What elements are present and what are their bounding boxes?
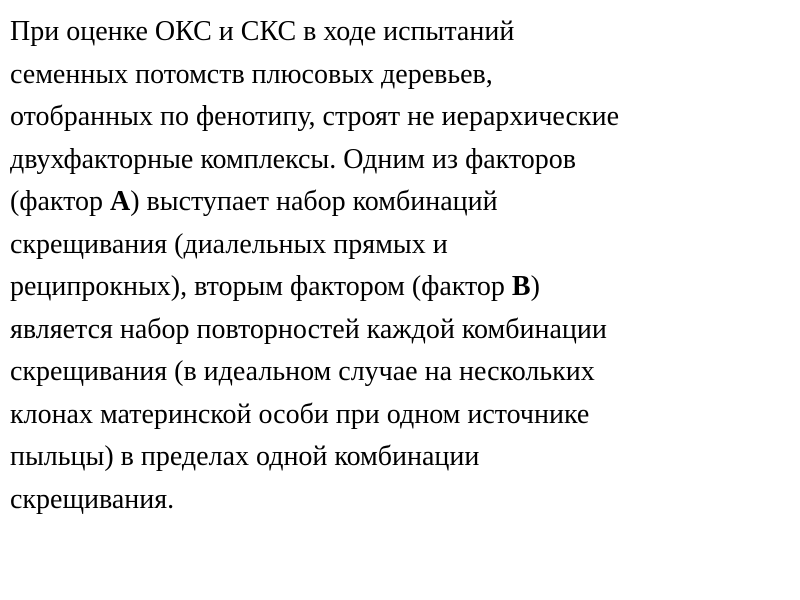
text-line-9: скрещивания (в идеальном случае на нескольких xyxy=(10,356,595,387)
text-line-6: скрещивания (диалельных прямых и xyxy=(10,228,448,260)
text-line-7 xyxy=(10,266,790,309)
text-line-10: клонах материнской особи при одном источнике xyxy=(10,398,590,430)
text-line-5 xyxy=(10,181,790,224)
text-line-12: скрещивания. xyxy=(10,483,175,515)
text-line-2: семенных потомств плюсовых деревьев, xyxy=(10,58,493,90)
text-fragment: ) выступает набор комбинаций xyxy=(130,186,498,217)
text-line-3: отобранных по фенотипу, строят не иерархические xyxy=(10,101,619,132)
text-line-1: При оценке ОКС и СКС в ходе испытаний xyxy=(10,16,515,47)
factor-b-label: В xyxy=(511,271,531,302)
text-fragment: ) xyxy=(530,271,540,302)
body-paragraph xyxy=(10,11,790,521)
text-line-4: двухфакторные комплексы. Одним из факторов xyxy=(10,143,576,175)
text-line-11: пыльцы) в пределах одной комбинации xyxy=(10,441,480,472)
text-line-8: является набор повторностей каждой комбинации xyxy=(10,313,607,345)
text-fragment: реципрокных), вторым фактором (фактор xyxy=(10,271,512,302)
text-fragment: (фактор xyxy=(10,186,110,217)
factor-a-label: А xyxy=(110,186,131,217)
